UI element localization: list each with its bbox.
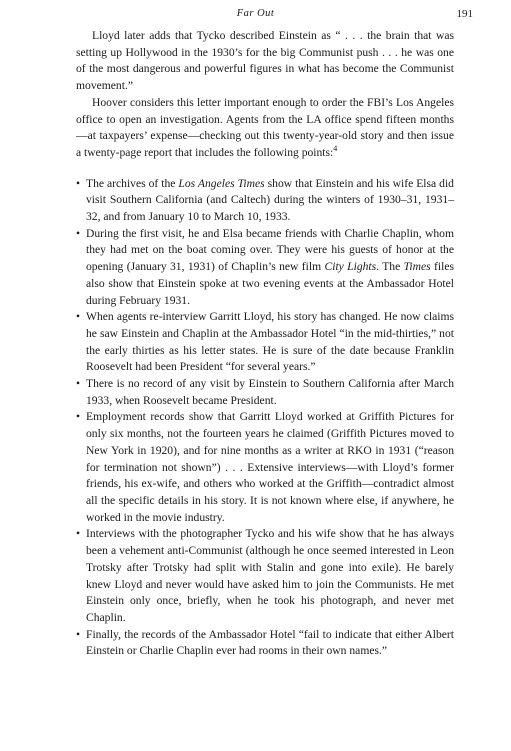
newspaper-title: Los Angeles Times [178,176,265,190]
paragraph-text: Hoover considers this letter important enough to order the FBI’s Los Angeles office to open an investigation. Agents from the LA office spend fifteen months—at taxpayers’ expense—checking out this twenty-year-old story and then issue a twenty-page report that includes the following points: [76,95,454,159]
list-item-employment-records: • Employment records show that Garritt Lloyd worked at Griffith Pictures for only six months, not the fourteen years he claimed (Griffith Pictures moved to New York in 1920), and for nine months as a writer at RKO in 1931 (“reason for termination not shown”) . . . Extensive interviews—with Lloyd’s former friends, his ex-wife, and others who worked at the Griffith—contradict almost all the specific details in his story. It is not known where else, if anywhere, he worked in the movie industry. [76,409,454,526]
paragraph-lloyd-quote [76,28,454,95]
newspaper-title: Times [403,260,431,274]
body-text [76,28,454,660]
film-title: City Lights [324,260,377,274]
paragraph-text: Lloyd later adds that Tycko described Einstein as “ . . . the brain that was setting up Hollywood in the 1930’s for the big Communist push . . . he was one of the most dangerous and powerful figures in what has become the Communist movement.” [76,29,454,93]
list-item-la-times-archives: • The archives of the Los Angeles Times show that Einstein and his wife Elsa did visit Southern California (and Caltech) during the winters of 1930–31, 1931–32, and from January 10 to March 10, 1933. [76,176,454,226]
list-item-lloyd-reinterview: • When agents re-interview Garritt Lloyd, his story has changed. He now claims he saw Einstein and Chaplin at the Ambassador Hotel “in the mid-thirties,” not the early thirties as his letter states. He is sure of the date because Franklin Roosevelt had been President “for several years.” [76,309,454,376]
footnote-marker: 4 [333,144,338,154]
list-item-tycko-interviews: • Interviews with the photographer Tycko and his wife show that he has always been a vehement anti-Communist (although he once seemed interested in Leon Trotsky after Trotsky had split with Stalin and gone into exile). He barely knew Lloyd and never would have asked him to join the Communists. He met Einstein only once, briefly, when he took his photograph, and never met Chaplin. [76,526,454,626]
list-item-chaplin-friendship: • During the first visit, he and Elsa became friends with Charlie Chaplin, whom they had met on the boat coming over. They were his guests of honor at the opening (January 31, 1931) of Chaplin’s new film City Lights. The Times files also show that Einstein spoke at two evening events at the Ambassador Hotel during February 1931. [76,226,454,310]
list-item-no-record: • There is no record of any visit by Einstein to Southern California after March 1933, when Roosevelt became President. [76,376,454,409]
running-title: Far Out [236,8,275,19]
paragraph-hoover-investigation [76,95,454,162]
report-points-list [76,176,454,660]
page-number: 191 [456,8,473,20]
running-head [0,8,511,24]
list-item-ambassador-records: • Finally, the records of the Ambassador Hotel “fail to indicate that either Albert Einstein or Charlie Chaplin ever had rooms in their own names.” [76,627,454,660]
